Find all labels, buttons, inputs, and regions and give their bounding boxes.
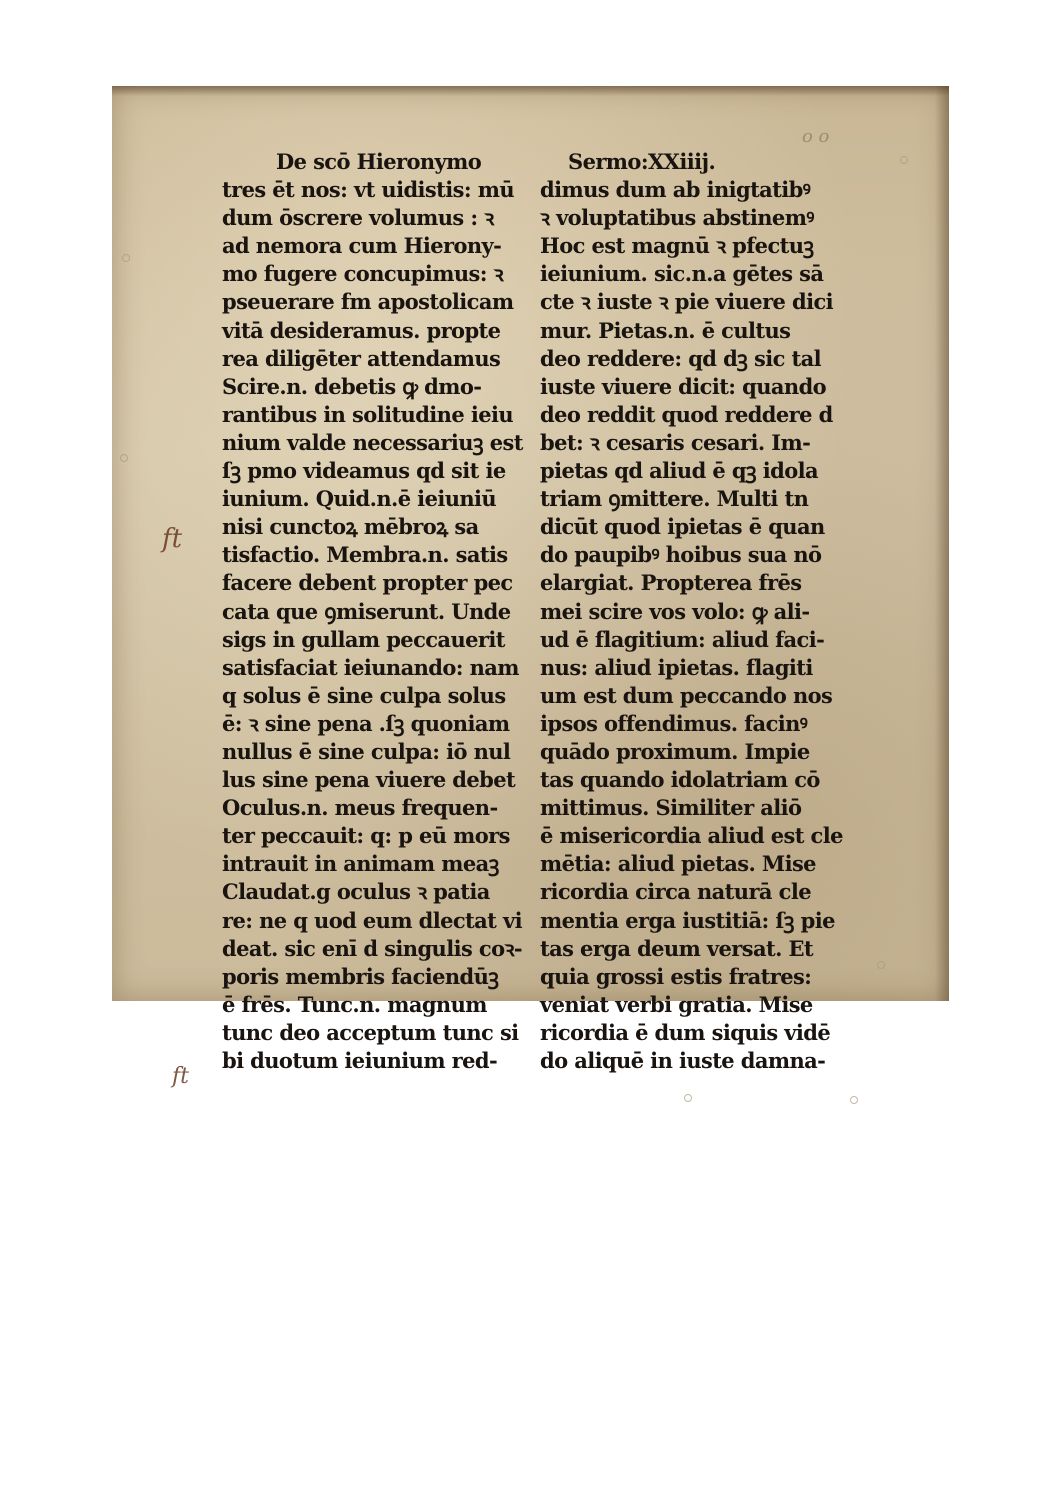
text-line: triam ꝯmittere. Multi tn [540,486,809,512]
text-line: cte ꝛ iuste ꝛ pie viuere dici [540,289,834,315]
text-line: tres ēt nos: vt uidistis: mū [222,177,514,203]
text-line: intrauit in animam meaꝫ [222,851,499,877]
text-line: re: ne q uod eum dlectat vi [222,907,522,933]
text-line: dimus dum ab inigtatibꝰ [540,177,811,203]
text-line: do aliquē in iuste damna- [540,1048,826,1073]
text-line: Claudat.g oculus ꝛ patia [222,879,490,905]
text-line: mei scire vos volo: ꝙ ali- [540,598,810,624]
text-line: tunc deo acceptum tunc si [222,1019,519,1045]
text-line: dum ōscrere volumus : ꝛ [222,205,494,231]
text-line: vitā desideramus. propte [222,317,501,343]
text-line: pietas qd aliud ē qꝫ idola [540,458,819,484]
text-line: cata que ꝯmiserunt. Unde [222,598,511,624]
text-line: tas erga deum versat. Et [540,935,813,961]
text-line: bi duotum ieiunium red- [222,1048,498,1073]
text-line: deat. sic enī d singulis coꝛ- [222,935,522,961]
text-line: ud ē flagitium: aliud faci- [540,626,825,652]
text-line: um est dum peccando nos [540,682,833,708]
header-left: De scō Hieronymo [276,149,482,174]
text-line: q solus ē sine culpa solus [222,682,506,708]
text-line: ē: ꝛ sine pena .ſꝫ quoniam [222,710,510,736]
text-line: mentia erga iustitiā: ſꝫ pie [540,907,835,933]
text-line: veniat verbi gratia. Mise [540,991,813,1017]
text-line: ricordia circa naturā cle [540,879,811,905]
right-text-column [540,148,843,1075]
text-line: iuste viuere dicit: quando [540,373,827,399]
text-line: nisi cunctoꝝ mēbroꝝ sa [222,514,479,540]
paper-blemish [877,961,885,969]
text-line: bet: ꝛ cesaris cesari. Im- [540,429,811,455]
text-line: tas quando idolatriam cō [540,767,820,793]
text-line: ricordia ē dum siquis vidē [540,1019,831,1045]
page-right-edge-shadow [935,86,949,1001]
paper-blemish [900,156,908,164]
paper-blemish [684,1094,692,1102]
text-line: nus: aliud ipietas. flagiti [540,654,813,680]
marginal-annotation: ft [162,524,183,554]
text-line: iunium. Quid.n.ē ieiuniū [222,486,497,512]
text-line: ipsos offendimus. facinꝰ [540,710,808,736]
text-line: poris membris faciendūꝫ [222,963,499,989]
text-line: quia grossi estis fratres: [540,963,812,989]
marginal-annotation: ft [172,1064,189,1089]
text-line: mētia: aliud pietas. Mise [540,851,816,877]
text-line: satisfaciat ieiunando: nam [222,654,519,680]
header-right: Sermo:XXiiij. [568,149,716,174]
text-line: ieiunium. sic.n.a gētes sā [540,261,824,287]
paper-blemish [850,1096,858,1104]
text-line: Oculus.n. meus frequen- [222,795,498,821]
text-line: nullus ē sine culpa: iō nul [222,738,511,764]
text-line: tisfactio. Membra.n. satis [222,542,508,568]
text-line: deo reddit quod reddere d [540,401,833,427]
text-line: elargiat. Propterea frēs [540,570,802,596]
manuscript-page [112,86,949,1089]
text-line: nium valde necessariuꝫ est [222,429,523,455]
paper-blemish [120,454,128,462]
text-line: mittimus. Similiter aliō [540,795,802,821]
text-line: lus sine pena viuere debet [222,767,516,793]
text-line: pseuerare fm apostolicam [222,289,514,315]
paper-blemish [122,254,130,262]
text-line: rea diligēter attendamus [222,345,501,371]
text-line: ē misericordia aliud est cle [540,823,843,849]
text-line: deo reddere: qd dꝫ sic tal [540,345,821,371]
text-line: facere debent propter pec [222,570,513,596]
text-line: rantibus in solitudine ieiu [222,401,513,427]
text-line: dicūt quod ipietas ē quan [540,514,825,540]
text-line: sigs in gullam peccauerit [222,626,505,652]
text-line: ſꝫ pmo videamus qd sit ie [222,458,506,484]
text-line: Hoc est magnū ꝛ pfectuꝫ [540,233,814,259]
left-text-column [222,148,523,1075]
text-line: ad nemora cum Hierony- [222,233,502,259]
faint-marginal-marks: o o [802,126,830,147]
text-line: quādo proximum. Impie [540,738,810,764]
text-line: do paupibꝰ hoibus sua nō [540,542,822,568]
text-line: ē frēs. Tunc.n. magnum [222,991,487,1017]
text-line: mo fugere concupimus: ꝛ [222,261,503,287]
page-top-edge-shadow [112,86,949,96]
text-line: ꝛ voluptatibus abstinemꝰ [540,205,814,231]
text-line: mur. Pietas.n. ē cultus [540,317,791,343]
text-line: Scire.n. debetis ꝙ dmo- [222,373,482,399]
text-line: ter peccauit: q: p eū mors [222,823,510,849]
